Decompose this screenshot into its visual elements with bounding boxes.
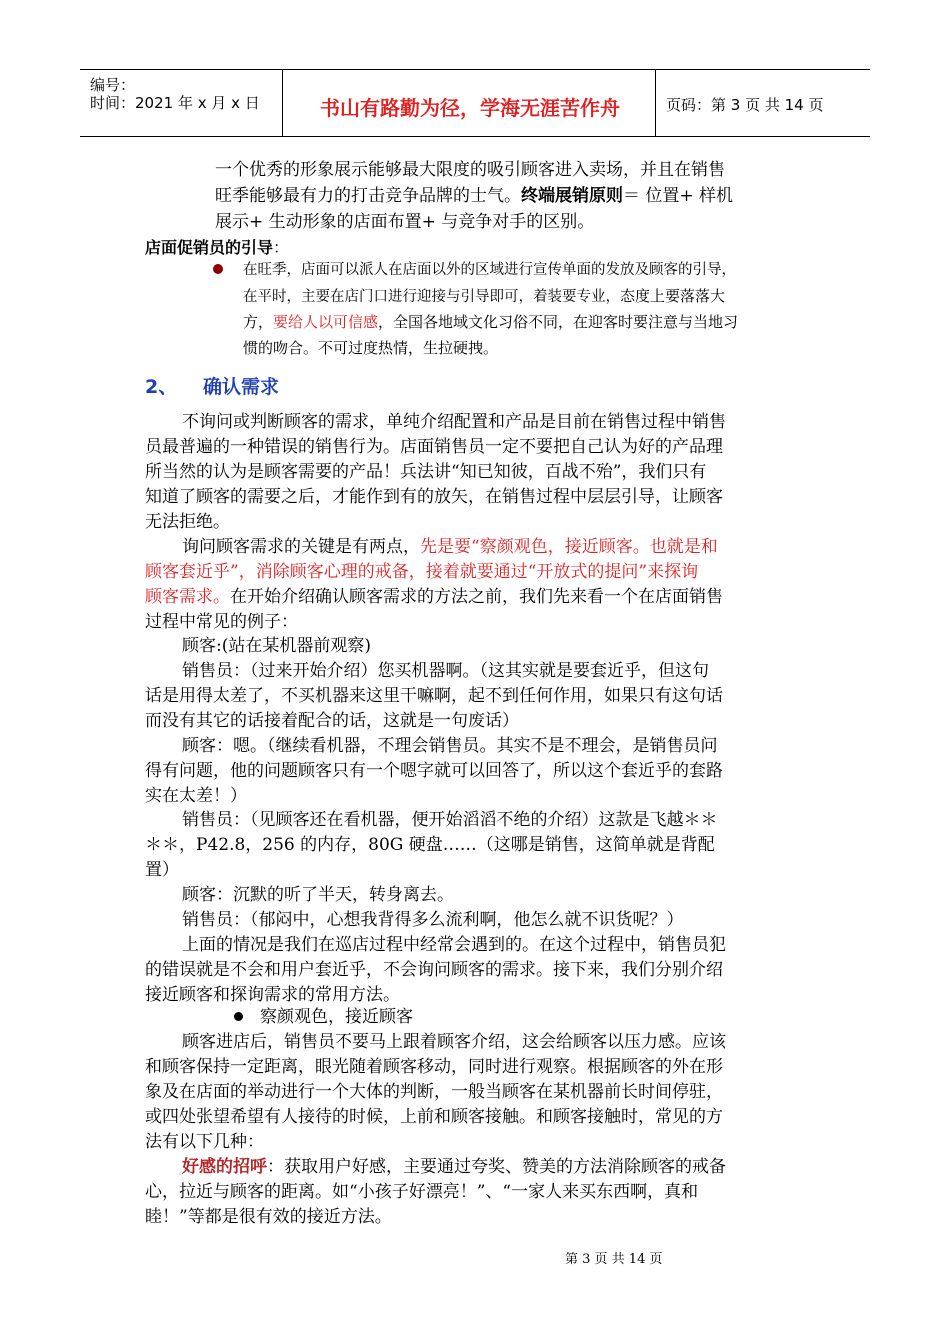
section-heading [145,372,279,399]
body-line [145,585,723,609]
intro-line: 一个优秀的形象展示能够最大限度的吸引顾客进入卖场，并且在销售 [215,160,725,180]
dialogue-line: 顾客：沉默的听了半天，转身离去。 [182,885,454,905]
body-line: 顾客进店后，销售员不要马上跟着顾客介绍，这会给顾客以压力感。应该 [182,1032,726,1052]
guide-title-colon: ： [273,238,290,257]
guide-highlight: 要给人以可信感 [273,313,379,331]
body-line [182,1155,726,1179]
body-text: 在开始介绍确认顾客需求的方法之前，我们先来看一个在店面销售 [230,587,723,607]
body-line: 或四处张望希望有人接待的时候，上前和顾客接触。和顾客接触时，常见的方 [145,1107,723,1127]
body-line: 象及在店面的举动进行一个大体的判断，一般当顾客在某机器前长时间停驻， [145,1082,723,1102]
dialogue-line: 实在太差！） [145,786,247,806]
body-line: 接近顾客和探询需求的常用方法。 [145,985,400,1005]
dialogue-line: 话是用得太差了，不买机器来这里干嘛啊，起不到任何作用，如果只有这句话 [145,686,723,706]
dialogue-line: 销售员：（过来开始介绍）您买机器啊。（这其实就是要套近乎，但这句 [182,661,709,681]
header-motto: 书山有路勤为径，学海无涯苦作舟 [320,96,620,120]
guide-title-text: 店面促销员的引导 [145,238,274,257]
body-line: 和顾客保持一定距离，眼光随着顾客移动，同时进行观察。根据顾客的外在形 [145,1057,723,1077]
page-header [80,69,870,137]
dialogue-line: 销售员：（郁闷中，心想我背得多么流利啊，他怎么就不识货呢？） [182,910,684,930]
body-line: 过程中常见的例子： [145,612,298,632]
header-number-label: 编号： [90,76,136,94]
body-line [182,535,718,559]
body-line: 的错误就是不会和用户套近乎，不会询问顾客的需求。接下来，我们分别介绍 [145,960,723,980]
guide-bullet-line: 在旺季，店面可以派人在店面以外的区域进行宣传单面的发放及顾客的引导， [243,262,736,278]
section-number: 2、 [145,376,178,398]
guide-text: 方， [243,313,274,331]
page-footer: 第 3 页 共 14 页 [565,1252,663,1267]
body-line: 上面的情况是我们在巡店过程中经常会遇到的。在这个过程中，销售员犯 [182,935,726,955]
dialogue-line: 销售员：（见顾客还在看机器，便开始滔滔不绝的介绍）这款是飞越＊＊ [182,810,718,830]
intro-text: ＝ 位置+ 样机 [623,186,734,206]
guide-text: 在平时，主要在店门口进行迎接与引导即可，着装要专业， [243,289,620,305]
body-line: 法有以下几种： [145,1132,264,1152]
body-highlight: 顾客需求。 [145,587,230,607]
body-highlight: 先是要“察颜观色，接近顾客。也就是和 [420,537,718,557]
bullet-dot [213,264,223,274]
dialogue-line: 得有问题，他的问题顾客只有一个嗯字就可以回答了，所以这个套近乎的套路 [145,761,723,781]
bullet-item: 察颜观色，接近顾客 [260,1007,413,1027]
dialogue-line: ＊＊，P42.8，256 的内存，80G 硬盘‥‥‥（这哪是销售，这简单就是背配 [145,835,715,855]
intro-line [215,184,733,208]
guide-text: 态度上要落落大 [620,287,726,305]
body-line: 无法拒绝。 [145,512,230,532]
guide-bullet-line: 惯的吻合。不可过度热情，生拉硬拽。 [243,339,499,357]
body-text: 询问顾客需求的关键是有两点， [182,537,420,557]
intro-principle-label: 终端展销原则 [521,186,623,206]
bullet-dot [234,1012,243,1021]
body-line: 心，拉近与顾客的距离。如“小孩子好漂亮！”、“一家人来买东西啊，真和 [145,1182,699,1202]
body-line: 顾客套近乎”，消除顾客心理的戒备，接着就要通过“开放式的提问”来探询 [145,562,699,582]
greeting-label: 好感的招呼 [182,1157,267,1177]
intro-line: 展示+ 生动形象的店面布置+ 与竞争对手的区别。 [215,212,595,232]
body-line: 不询问或判断顾客的需求，单纯介绍配置和产品是目前在销售过程中销售 [182,412,726,432]
body-line: 员最普遍的一种错误的销售行为。店面销售员一定不要把自己认为好的产品理 [145,437,723,457]
dialogue-line: 置） [145,860,179,880]
guide-bullet-line [243,310,738,334]
body-text: ：获取用户好感，主要通过夸奖、赞美的方法消除顾客的戒备 [267,1157,726,1177]
dialogue-line: 顾客:(站在某机器前观察) [182,636,371,656]
body-line: 知道了顾客的需要之后，才能作到有的放矢，在销售过程中层层引导，让顾客 [145,487,723,507]
dialogue-line: 顾客：嗯。（继续看机器，不理会销售员。其实不是不理会，是销售员问 [182,736,718,756]
guide-title [145,236,289,260]
guide-bullet-line [243,284,725,309]
header-page-info: 页码：第 3 页 共 14 页 [666,96,824,114]
intro-text: 旺季能够最有力的打击竞争品牌的士气。 [215,186,521,206]
dialogue-line: 而没有其它的话接着配合的话，这就是一句废话） [145,711,519,731]
body-line: 睦！”等都是很有效的接近方法。 [145,1207,392,1227]
section-title: 确认需求 [203,376,280,398]
body-line: 所当然的认为是顾客需要的产品！兵法讲“知已知彼，百战不殆”，我们只有 [145,462,707,482]
header-date: 时间：2021 年 x 月 x 日 [90,94,260,112]
guide-text: ，全国各地域文化习俗不同，在迎客时要注意与当地习 [378,313,739,331]
